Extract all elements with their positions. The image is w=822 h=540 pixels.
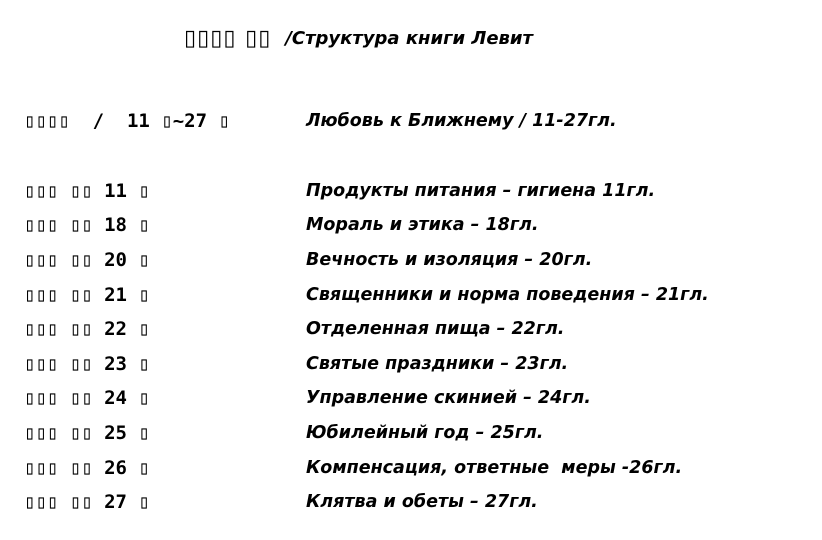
chapter-row-right: Продукты питания – гигиена 11гл.: [306, 180, 656, 201]
chapter-row-left: ▯▯▯ ▯▯ 25 ▯: [24, 422, 150, 445]
chapter-row-left: ▯▯▯ ▯▯ 20 ▯: [24, 249, 150, 272]
chapter-row-right: Компенсация, ответные меры -26гл.: [306, 457, 683, 478]
page-title: [184, 20, 533, 56]
chapter-row-right: Юбилейный год – 25гл.: [306, 423, 544, 444]
chapter-row-left: ▯▯▯ ▯▯ 24 ▯: [24, 387, 150, 410]
chapter-row-left: ▯▯▯ ▯▯ 21 ▯: [24, 283, 150, 306]
right-column: [306, 104, 816, 520]
title-unrendered-glyphs: ▯▯▯▯ ▯▯: [184, 25, 272, 51]
chapter-row-right: Мораль и этика – 18гл.: [306, 215, 539, 236]
chapter-row-right: Отделенная пища – 22гл.: [306, 319, 565, 340]
chapter-row-left: ▯▯▯ ▯▯ 11 ▯: [24, 179, 150, 202]
chapter-row-left: ▯▯▯ ▯▯ 22 ▯: [24, 318, 150, 341]
section-heading-right: Любовь к Ближнему / 11-27гл.: [306, 111, 617, 132]
chapter-row-left: ▯▯▯ ▯▯ 23 ▯: [24, 352, 150, 375]
chapter-row-right: Святые праздники – 23гл.: [306, 353, 569, 374]
chapter-row-left: ▯▯▯ ▯▯ 26 ▯: [24, 456, 150, 479]
title-russian: /Структура книги Левит: [285, 27, 533, 49]
section-heading-left: ▯▯▯▯ / 11 ▯~27 ▯: [24, 110, 230, 133]
chapter-row-right: Священники и норма поведения – 21гл.: [306, 284, 709, 305]
chapter-row-left: ▯▯▯ ▯▯ 18 ▯: [24, 214, 150, 237]
left-column: [24, 104, 294, 520]
chapter-row-left: ▯▯▯ ▯▯ 27 ▯: [24, 491, 150, 514]
chapter-row-right: Клятва и обеты – 27гл.: [306, 492, 538, 513]
chapter-row-right: Вечность и изоляция – 20гл.: [306, 250, 593, 271]
chapter-row-right: Управление скинией – 24гл.: [306, 388, 591, 409]
